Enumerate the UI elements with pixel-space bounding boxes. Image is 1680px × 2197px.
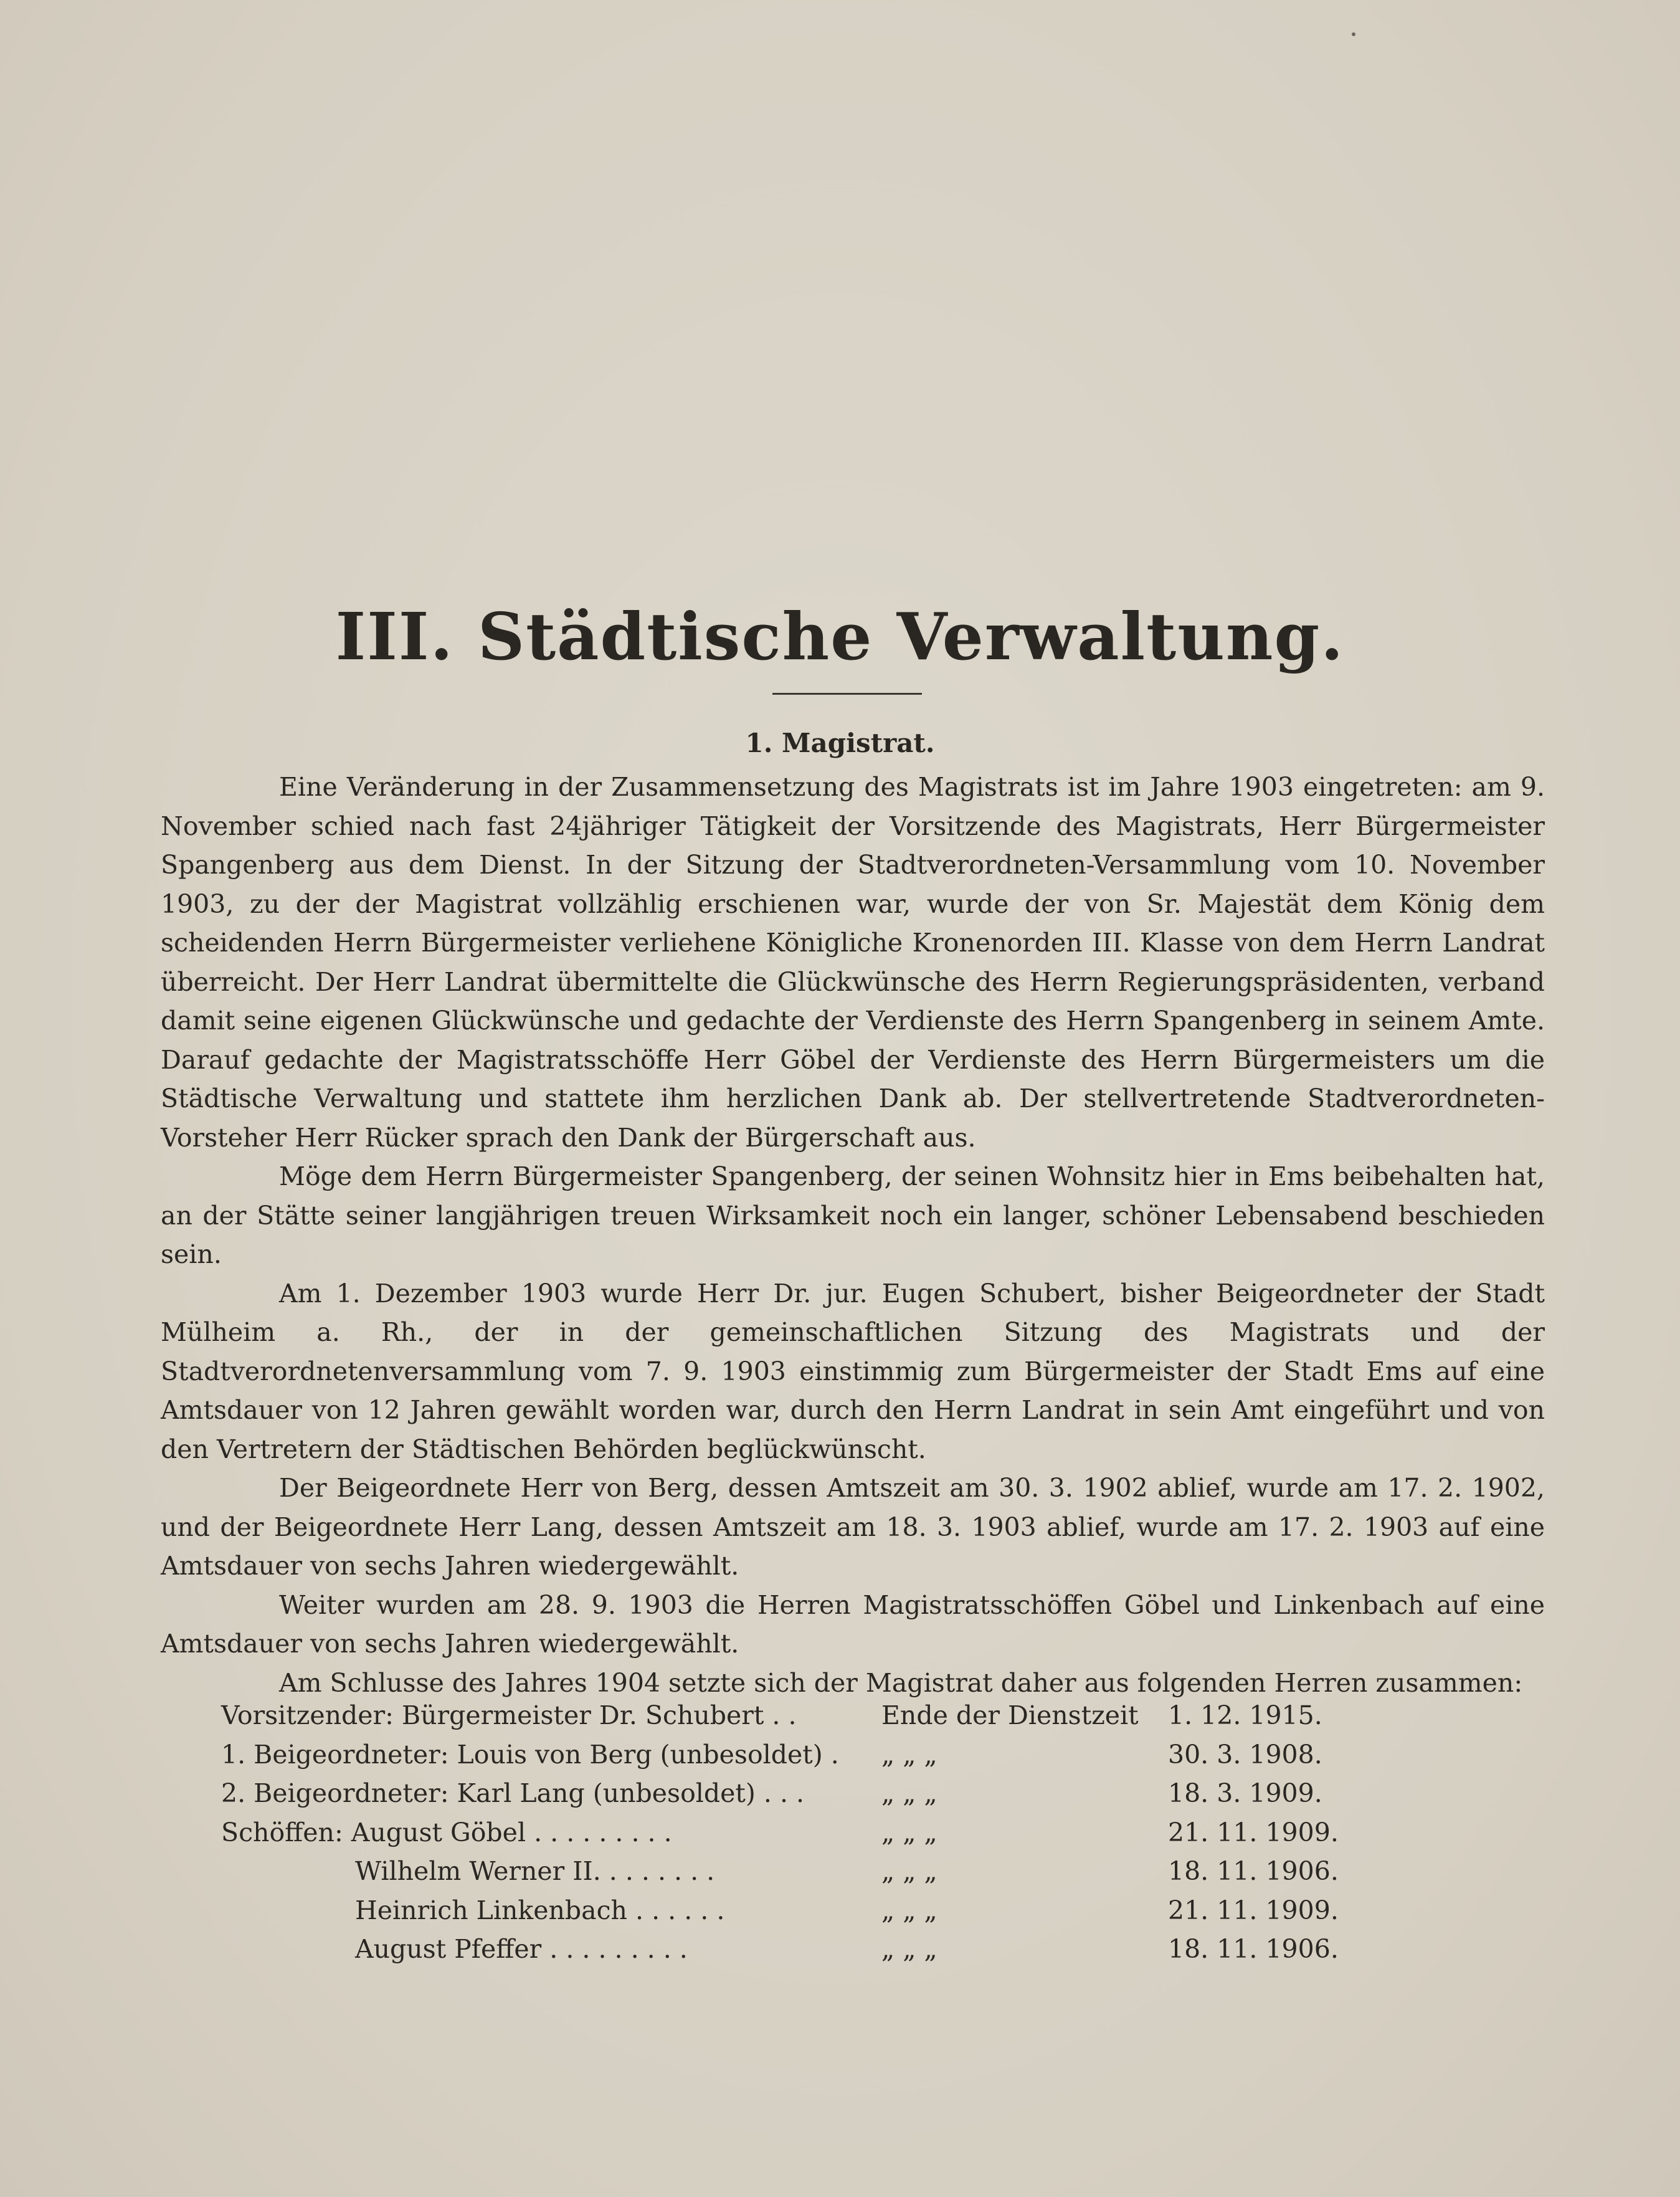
leader-dots: . . [764,1700,797,1730]
roster-row [221,1930,1355,1969]
section-heading: 1. Magistrat. [745,728,935,758]
member-name: Wilhelm Werner II. [355,1856,601,1886]
term-end-date: 21. 11. 1909. [1168,1895,1339,1925]
leader-dots: . . . . . . . . . [541,1934,688,1964]
leader-dots: . . . . . . [627,1895,725,1925]
ditto-marks: „ „ „ [881,1895,937,1925]
leader-dots: . [822,1739,839,1770]
term-end-date: 1. 12. 1915. [1168,1700,1322,1730]
roster-row [221,1813,1355,1852]
leader-dots: . . . [755,1778,805,1808]
term-end-date: 18. 11. 1906. [1168,1934,1339,1964]
term-end-date: 18. 11. 1906. [1168,1856,1339,1886]
member-name: Vorsitzender: Bürgermeister Dr. Schubert [221,1700,764,1730]
member-name: 2. Beigeordneter: Karl Lang (unbesoldet) [221,1778,756,1808]
leader-dots: . . . . . . . [600,1856,715,1886]
ditto-marks: „ „ „ [881,1934,937,1964]
term-end-date: 18. 3. 1909. [1168,1778,1322,1808]
title-divider [772,693,922,695]
ditto-marks: „ „ „ [881,1856,937,1886]
term-end-date: 30. 3. 1908. [1168,1739,1322,1770]
member-name: August Pfeffer [355,1934,542,1964]
chapter-title: III. Städtische Verwaltung. [335,598,1345,675]
ditto-marks: „ „ „ [881,1739,937,1770]
roster-row [221,1735,1355,1775]
roster-row [221,1852,1355,1891]
roster-row [221,1696,1355,1735]
member-name: Schöffen: August Göbel [221,1817,526,1847]
member-name: Heinrich Linkenbach [355,1895,627,1925]
paragraph: Möge dem Herrn Bürgermeister Spangenberg, der seinen Wohnsitz hier in Ems beibehalten hat, an der Stätte seiner langjährigen treuen Wirksamkeit noch ein langer, schöner Lebensabend beschieden sein. [161,1161,1545,1269]
term-end-label: Ende der Dienstzeit [881,1700,1139,1730]
paragraph: Am 1. Dezember 1903 wurde Herr Dr. jur. Eugen Schubert, bisher Beigeordneter der Stadt Mülheim a. Rh., der in der gemeinschaftlichen Sitzung des Magistrats und der Stadtverordnetenversammlung vom 7. 9. 1903 einstimmig zum Bürgermeister der Stadt Ems auf eine Amtsdauer von 12 Jahren gewählt worden war, durch den Herrn Landrat in sein Amt eingeführt und von den Vertretern der Städtischen Behörden beglückwünscht. [161,1278,1545,1464]
member-name: 1. Beigeordneter: Louis von Berg (unbesoldet) [221,1739,823,1770]
paragraph: Weiter wurden am 28. 9. 1903 die Herren Magistratsschöffen Göbel und Linkenbach auf eine Amtsdauer von sechs Jahren wiedergewählt. [161,1589,1545,1659]
roster-row [221,1891,1355,1930]
ditto-marks: „ „ „ [881,1817,937,1847]
paragraph: Eine Veränderung in der Zusammensetzung des Magistrats ist im Jahre 1903 eingetreten: am 9. November schied nach fast 24jähriger Tätigkeit der Vorsitzende des Magistrats, Herr Bürgermeister Spangenberg aus dem Dienst. In der Sitzung der Stadtverordneten-Versammlung vom 10. November 1903, zu der der Magistrat vollzählig erschienen war, wurde der von Sr. Majestät dem König dem scheidenden Herrn Bürgermeister verliehene Königliche Kronenorden III. Klasse von dem Herrn Landrat überreicht. Der Herr Landrat übermittelte die Glückwünsche des Herrn Regierungspräsidenten, verband damit seine eigenen Glückwünsche und gedachte der Verdienste des Herrn Spangenberg in seinem Amte. Darauf gedachte der Magistratsschöffe Herr Göbel der Verdienste des Herrn Bürgermeisters um die Städtische Verwaltung und stattete ihm herzlichen Dank ab. Der stellvertretende Stadtverordneten-Vorsteher Herr Rücker sprach den Dank der Bürgerschaft aus. [161,772,1545,1153]
paragraph: Der Beigeordnete Herr von Berg, dessen Amtszeit am 30. 3. 1902 ablief, wurde am 17. 2. 1902, und der Beigeordnete Herr Lang, dessen Amtszeit am 18. 3. 1903 ablief, wurde am 17. 2. 1903 auf eine Amtsdauer von sechs Jahren wiedergewählt. [161,1473,1545,1581]
body-text [161,768,1545,1702]
speck [1352,32,1355,36]
ditto-marks: „ „ „ [881,1778,937,1808]
leader-dots: . . . . . . . . . [526,1817,672,1847]
magistrat-roster [221,1696,1355,1969]
roster-row [221,1774,1355,1813]
paragraph: Am Schlusse des Jahres 1904 setzte sich der Magistrat daher aus folgenden Herren zusammen: [279,1667,1523,1698]
term-end-date: 21. 11. 1909. [1168,1817,1339,1847]
